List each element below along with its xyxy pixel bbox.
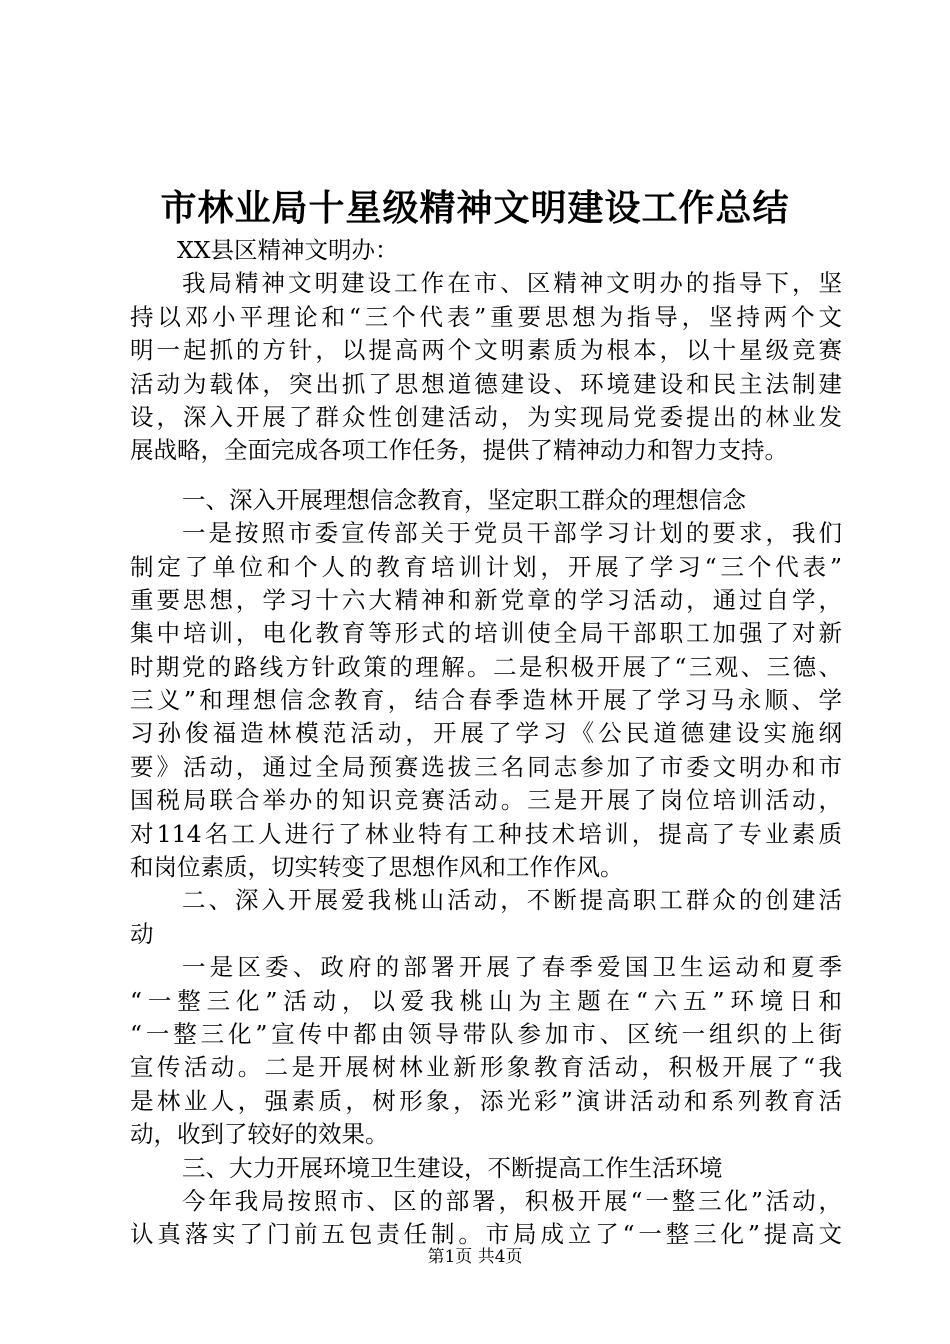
paragraph-line: 一是按照市委宣传部关于党员干部学习计划的要求，我们	[182, 519, 842, 548]
document-title: 市林业局十星级精神文明建设工作总结	[160, 188, 790, 229]
page-footer: 第1页 共4页	[427, 1247, 523, 1267]
paragraph-line: “一整三化”宣传中都由领导带队参加市、区统一组织的上街	[130, 1019, 842, 1048]
section-heading: 三、大力开展环境卫生建设，不断提高工作生活环境	[182, 1153, 723, 1182]
paragraph-line: 时期党的路线方针政策的理解。二是积极开展了“三观、三德、	[130, 652, 842, 681]
section-heading: 二、深入开展爱我桃山活动，不断提高职工群众的创建活	[182, 886, 842, 915]
section-heading: 动	[130, 919, 154, 948]
paragraph-line: 是林业人，强素质，树形象，添光彩”演讲活动和系列教育活	[130, 1086, 842, 1115]
paragraph-line: 集中培训，电化教育等形式的培训使全局干部职工加强了对新	[130, 619, 842, 648]
paragraph-line: 展战略，全面完成各项工作任务，提供了精神动力和智力支持。	[130, 436, 788, 465]
paragraph-line: 持以邓小平理论和“三个代表”重要思想为指导，坚持两个文	[130, 302, 842, 331]
paragraph-line: 宣传活动。二是开展树林业新形象教育活动，积极开展了“我	[130, 1053, 842, 1082]
paragraph-line: 习孙俊福造林模范活动，开展了学习《公民道德建设实施纲	[130, 719, 842, 748]
paragraph-line: 认真落实了门前五包责任制。市局成立了“一整三化”提高文	[130, 1220, 842, 1249]
paragraph-line: 三义”和理想信念教育，结合春季造林开展了学习马永顺、学	[130, 686, 842, 715]
paragraph-line: 国税局联合举办的知识竞赛活动。三是开展了岗位培训活动，	[130, 786, 842, 815]
paragraph-line: 要》活动，通过全局预赛选拔三名同志参加了市委文明办和市	[130, 752, 842, 781]
paragraph-line: 制定了单位和个人的教育培训计划，开展了学习“三个代表”	[130, 552, 842, 581]
paragraph-line: 一是区委、政府的部署开展了春季爱国卫生运动和夏季	[182, 953, 842, 982]
paragraph-line: 设，深入开展了群众性创建活动，为实现局党委提出的林业发	[130, 402, 842, 431]
paragraph-line: 动，收到了较好的效果。	[130, 1120, 389, 1149]
salutation: XX县区精神文明办：	[177, 236, 399, 264]
paragraph-gap	[130, 468, 842, 484]
section-heading: 一、深入开展理想信念教育，坚定职工群众的理想信念	[182, 485, 746, 514]
paragraph-line: 重要思想，学习十六大精神和新党章的学习活动，通过自学，	[130, 585, 842, 614]
paragraph-line: “一整三化”活动，以爱我桃山为主题在“六五”环境日和	[130, 986, 842, 1015]
paragraph-line: 明一起抓的方针，以提高两个文明素质为根本，以十星级竞赛	[130, 336, 842, 365]
paragraph-line: 今年我局按照市、区的部署，积极开展“一整三化”活动，	[182, 1186, 842, 1215]
document-body	[130, 234, 842, 1252]
paragraph-line: 活动为载体，突出抓了思想道德建设、环境建设和民主法制建	[130, 369, 842, 398]
paragraph-line: 和岗位素质，切实转变了思想作风和工作作风。	[130, 853, 624, 882]
paragraph-line: 对114名工人进行了林业特有工种技术培训，提高了专业素质	[130, 819, 842, 848]
paragraph-line: 我局精神文明建设工作在市、区精神文明办的指导下，坚	[182, 269, 842, 298]
